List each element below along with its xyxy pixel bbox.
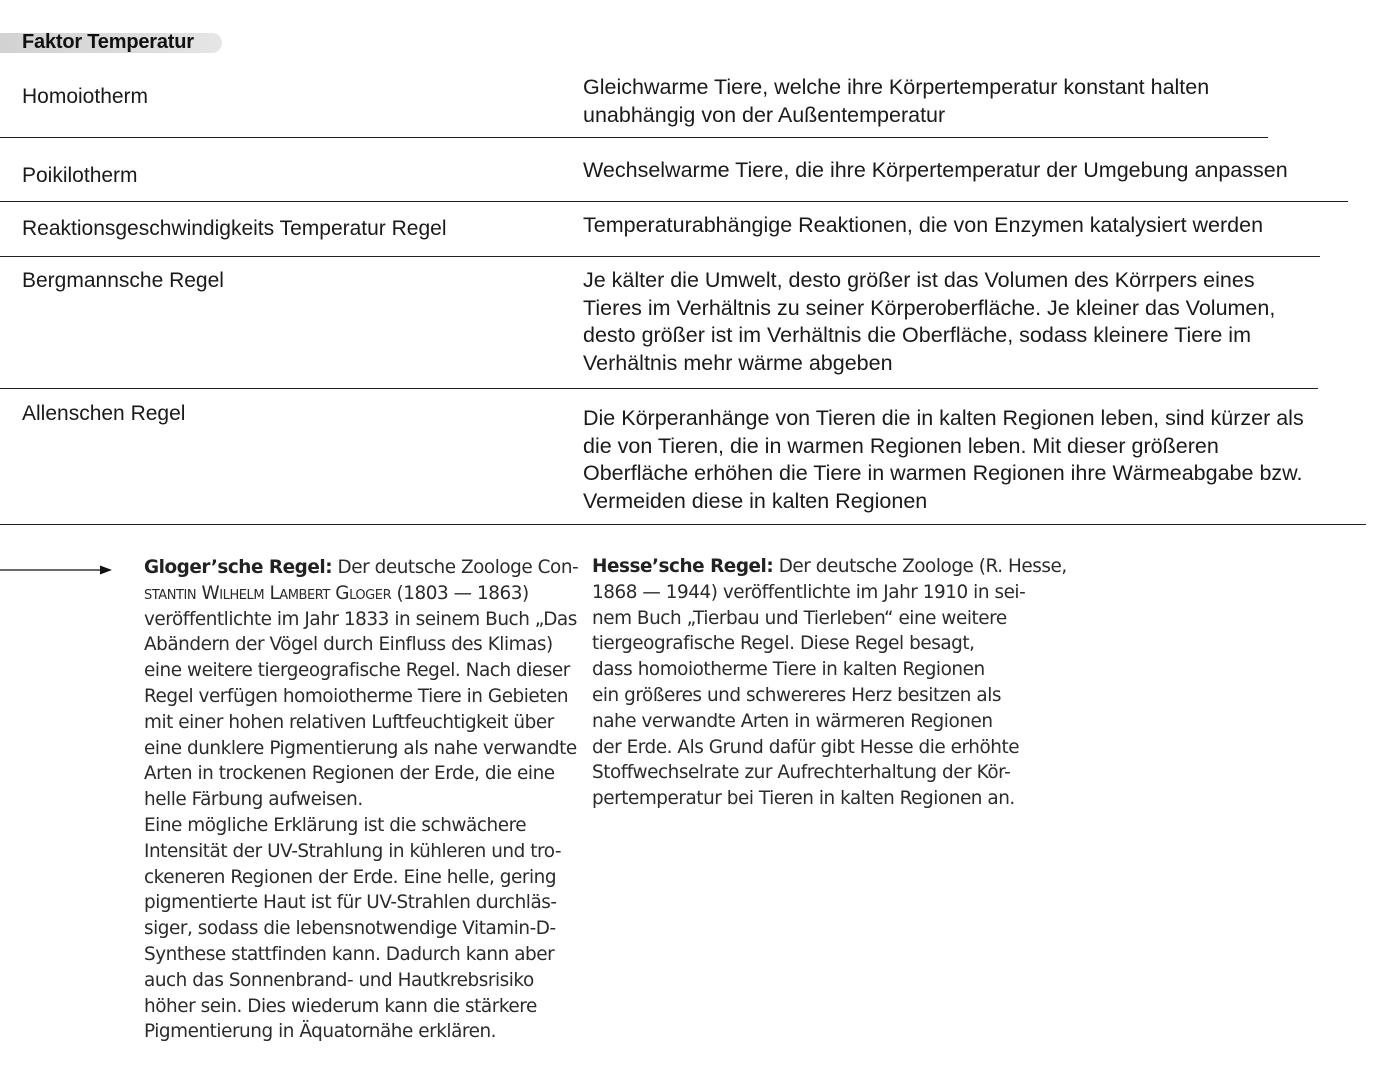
text-line: stantin Wilhelm Lambert Gloger (1803 — 1863) <box>144 582 529 604</box>
definition-homoiotherm <box>583 74 1209 129</box>
definition-bergmann <box>583 267 1275 377</box>
arrow-right-icon <box>0 564 112 576</box>
definition-line: Wechselwarme Tiere, die ihre Körpertemperatur der Umgebung anpassen <box>583 158 1288 182</box>
text-line: höher sein. Dies wiederum kann die stärkere <box>144 995 537 1017</box>
row-divider <box>0 201 1348 202</box>
text-line: siger, sodass die lebensnotwendige Vitamin-D- <box>144 918 556 940</box>
hesse-rule-text <box>592 554 1067 812</box>
text-line: Stoffwechselrate zur Aufrechterhaltung der Kör- <box>592 762 1011 784</box>
text-line: Der deutsche Zoologe (R. Hesse, <box>773 556 1067 577</box>
text-line: Abändern der Vögel durch Einfluss des Klimas) <box>144 634 553 656</box>
definition-line: Vermeiden diese in kalten Regionen <box>583 488 928 513</box>
definition-line: unabhängig von der Außentemperatur <box>583 102 946 127</box>
gloger-rule-text <box>144 555 578 1045</box>
text-line: 1868 — 1944) veröffentlichte im Jahr 1910 in sei- <box>592 581 1026 603</box>
text-line: helle Färbung aufweisen. <box>144 789 363 811</box>
text-line: Der deutsche Zoologe Con- <box>332 557 579 578</box>
definition-line: Gleichwarme Tiere, welche ihre Körpertemperatur konstant halten <box>583 75 1210 99</box>
term-allen: Allenschen Regel <box>22 402 186 425</box>
term-homoiotherm: Homoiotherm <box>22 85 149 108</box>
definition-line: desto größer ist im Verhältnis die Oberfläche, sodass kleinere Tiere im <box>583 323 1251 347</box>
text-line: eine dunklere Pigmentierung als nahe verwandte <box>144 737 577 759</box>
text-line: auch das Sonnenbrand- und Hautkrebsrisiko <box>144 969 534 991</box>
text-line: veröffentlichte im Jahr 1833 in seinem Buch „Das <box>144 608 577 630</box>
text-line: Intensität der UV-Strahlung in kühleren und tro- <box>144 840 562 862</box>
definition-line: Verhältnis mehr wärme abgeben <box>583 350 893 375</box>
row-divider <box>0 137 1268 138</box>
definition-line: Je kälter die Umwelt, desto größer ist das Volumen des Körrpers eines <box>583 268 1255 292</box>
hesse-heading: Hesse’sche Regel: <box>592 556 774 577</box>
row-divider <box>0 388 1318 389</box>
page-title: Faktor Temperatur <box>22 31 194 53</box>
definition-line: Tieres im Verhältnis zu seiner Körperoberfläche. Je kleiner das Volumen, <box>583 295 1276 320</box>
text-line: tiergeografische Regel. Diese Regel besagt, <box>592 633 975 655</box>
definition-reaktionsgeschwindigkeit <box>583 212 1263 240</box>
text-line: nem Buch „Tierbau und Tierleben“ eine weitere <box>592 607 1007 629</box>
term-bergmann: Bergmannsche Regel <box>22 269 224 292</box>
text-line: Arten in trockenen Regionen der Erde, die eine <box>144 763 555 785</box>
definition-line: Temperaturabhängige Reaktionen, die von Enzymen katalysiert werden <box>583 213 1264 237</box>
definition-poikilotherm <box>583 157 1288 185</box>
text-line: der Erde. Als Grund dafür gibt Hesse die erhöhte <box>592 736 1020 758</box>
term-poikilotherm: Poikilotherm <box>22 164 138 187</box>
definition-line: Die Körperanhänge von Tieren die in kalten Regionen leben, sind kürzer als <box>583 406 1304 430</box>
text-line: ein größeres und schwereres Herz besitzen als <box>592 684 1001 706</box>
text-line: mit einer hohen relativen Luftfeuchtigkeit über <box>144 711 554 733</box>
definition-line: die von Tieren, die in warmen Regionen leben. Mit dieser größeren <box>583 433 1219 458</box>
text-line: pigmentierte Haut ist für UV-Strahlen durchläs- <box>144 892 557 914</box>
term-reaktionsgeschwindigkeit: Reaktionsgeschwindigkeits Temperatur Regel <box>22 217 447 240</box>
definition-line: Oberfläche erhöhen die Tiere in warmen Regionen ihre Wärmeabgabe bzw. <box>583 461 1303 485</box>
gloger-heading: Gloger’sche Regel: <box>144 557 333 578</box>
text-line: eine weitere tiergeografische Regel. Nach dieser <box>144 660 570 682</box>
definition-allen <box>583 405 1304 515</box>
text-line: dass homoiotherme Tiere in kalten Regionen <box>592 659 985 681</box>
text-line: Regel verfügen homoiotherme Tiere in Gebieten <box>144 685 569 707</box>
text-line: Synthese stattfinden kann. Dadurch kann aber <box>144 943 555 965</box>
row-divider <box>0 524 1366 525</box>
text-line: Pigmentierung in Äquatornähe erklären. <box>144 1021 497 1043</box>
text-line: nahe verwandte Arten in wärmeren Regionen <box>592 710 993 732</box>
text-line: ckeneren Regionen der Erde. Eine helle, gering <box>144 866 557 888</box>
text-line: pertemperatur bei Tieren in kalten Regionen an. <box>592 788 1015 810</box>
text-line: Eine mögliche Erklärung ist die schwächere <box>144 814 527 836</box>
row-divider <box>0 256 1320 257</box>
